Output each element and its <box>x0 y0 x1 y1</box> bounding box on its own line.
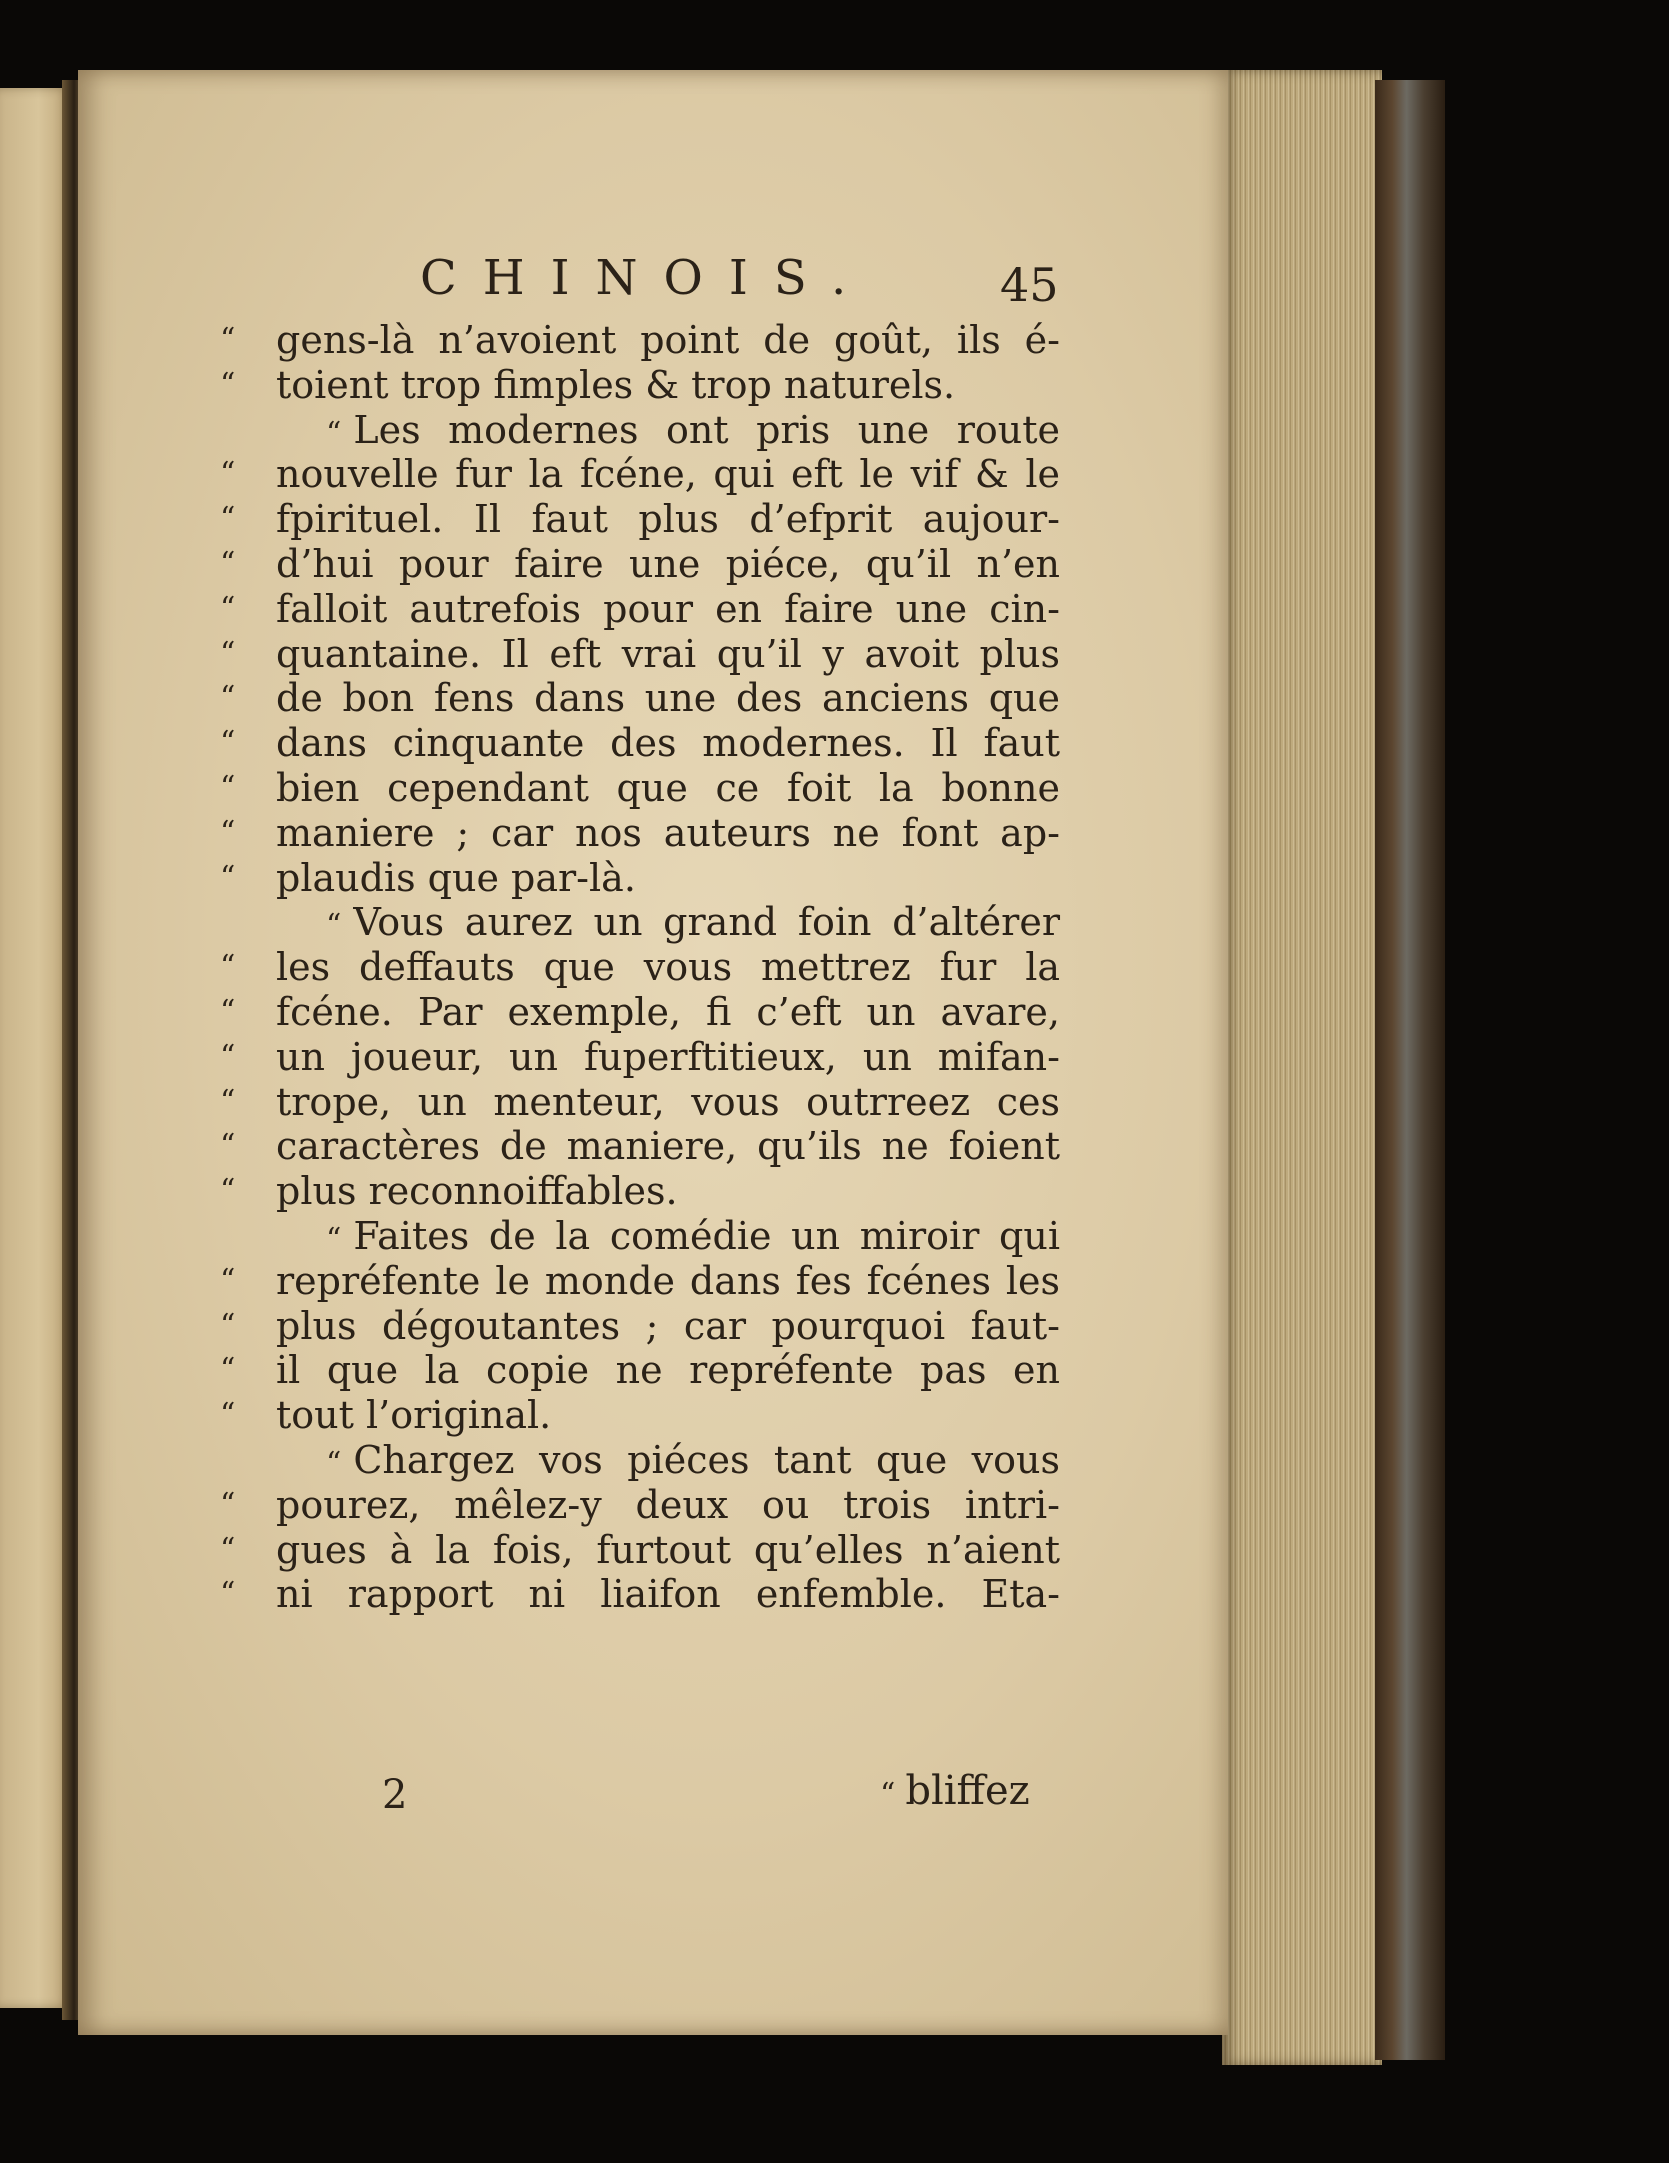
text-line <box>220 1348 1060 1393</box>
page-edges <box>1222 70 1382 2065</box>
text-line <box>220 1080 1060 1125</box>
quote-mark: “ <box>220 814 236 850</box>
line-text: fcéne. Par exemple, fi c’eft un avare, <box>276 989 1060 1034</box>
text-line <box>220 990 1060 1035</box>
quote-mark: “ <box>220 1576 236 1612</box>
line-text: fpirituel. Il faut plus d’efprit aujour- <box>276 497 1060 542</box>
catchword <box>880 1768 1030 1814</box>
text-line <box>220 721 1060 766</box>
quote-mark: “ <box>220 1307 236 1343</box>
line-text: pourez, mêlez-y deux ou trois intri- <box>276 1482 1060 1527</box>
text-line <box>220 1304 1060 1349</box>
paragraph-text: Chargez vos piéces tant que vous <box>353 1437 1060 1482</box>
line-text: il que la copie ne repréfente pas en <box>276 1348 1060 1393</box>
catchword-text: bliffez <box>905 1768 1030 1814</box>
text-line <box>220 542 1060 587</box>
line-text <box>326 1214 1060 1263</box>
paragraph-quote-mark: “ <box>326 908 342 944</box>
quote-mark: “ <box>220 680 236 716</box>
text-line <box>220 1035 1060 1080</box>
quote-mark: “ <box>220 545 236 581</box>
paragraph-text: Faites de la comédie un miroir qui <box>353 1213 1060 1258</box>
catchword-quote-mark: “ <box>880 1777 896 1812</box>
quote-mark: “ <box>220 322 236 357</box>
paragraph-text: Les modernes ont pris une route <box>353 407 1060 452</box>
quote-mark: “ <box>220 456 236 492</box>
line-text: falloit autrefois pour en faire une cin- <box>276 586 1060 631</box>
quote-mark: “ <box>220 859 236 895</box>
quote-mark: “ <box>220 1397 236 1433</box>
line-text: repréfente le monde dans fes fcénes les <box>276 1258 1060 1303</box>
text-line <box>220 1169 1060 1214</box>
page-number: 45 <box>1000 258 1059 312</box>
line-text: quantaine. Il eft vrai qu’il y avoit plus <box>276 631 1060 676</box>
line-text: d’hui pour faire une piéce, qu’il n’en <box>276 541 1060 586</box>
text-line <box>220 318 1060 363</box>
paragraph-quote-mark: “ <box>326 1445 342 1481</box>
text-line <box>220 632 1060 677</box>
line-text: tout l’original. <box>276 1393 552 1438</box>
quote-mark: “ <box>220 769 236 805</box>
quote-mark: “ <box>220 993 236 1029</box>
text-line <box>220 1528 1060 1573</box>
line-text <box>326 1438 1060 1487</box>
line-text: gues à la fois, furtout qu’elles n’aient <box>276 1527 1060 1572</box>
paragraph-quote-mark: “ <box>326 415 342 451</box>
line-text <box>326 408 1060 457</box>
text-line <box>220 811 1060 856</box>
text-line <box>220 587 1060 632</box>
text-line <box>220 766 1060 811</box>
quote-mark: “ <box>220 635 236 671</box>
text-line <box>220 945 1060 990</box>
line-text: de bon fens dans une des anciens que <box>276 676 1060 721</box>
line-text: maniere ; car nos auteurs ne font ap- <box>276 810 1060 855</box>
line-text: ni rapport ni liaifon enfemble. Eta- <box>276 1572 1060 1617</box>
quote-mark: “ <box>220 1531 236 1567</box>
line-text: toient trop fimples & trop naturels. <box>276 362 956 407</box>
text-line <box>220 1438 1060 1483</box>
quote-mark: “ <box>220 1083 236 1119</box>
paragraph-text: Vous aurez un grand foin d’altérer <box>353 900 1060 945</box>
quote-mark: “ <box>220 1128 236 1164</box>
paragraph-quote-mark: “ <box>326 1221 342 1257</box>
quote-mark: “ <box>220 1486 236 1522</box>
body-text <box>220 318 1060 1617</box>
line-text: plaudis que par-là. <box>276 855 636 900</box>
quote-mark: “ <box>220 1173 236 1209</box>
quote-mark: “ <box>220 590 236 626</box>
quote-mark: “ <box>220 1262 236 1298</box>
text-line <box>220 1259 1060 1304</box>
text-line <box>220 1572 1060 1617</box>
text-line <box>220 900 1060 945</box>
text-line <box>220 497 1060 542</box>
quote-mark: “ <box>220 366 236 402</box>
line-text: caractères de maniere, qu’ils ne foient <box>276 1124 1060 1169</box>
quote-mark: “ <box>220 949 236 985</box>
text-line <box>220 676 1060 721</box>
text-line <box>220 363 1060 408</box>
line-text: trope, un menteur, vous outrreez ces <box>276 1079 1060 1124</box>
line-text: nouvelle fur la fcéne, qui eft le vif & le <box>276 452 1060 497</box>
line-text: gens-là n’avoient point de goût, ils é- <box>276 318 1060 362</box>
running-head: CHINOIS. <box>420 250 873 306</box>
line-text: plus dégoutantes ; car pourquoi faut- <box>276 1303 1060 1348</box>
line-text: les deffauts que vous mettrez fur la <box>276 945 1060 990</box>
line-text: bien cependant que ce foit la bonne <box>276 765 1060 810</box>
text-line <box>220 856 1060 901</box>
signature-mark: 2 <box>382 1772 408 1818</box>
text-line <box>220 1483 1060 1528</box>
text-line <box>220 1393 1060 1438</box>
line-text: plus reconnoiffables. <box>276 1169 678 1214</box>
quote-mark: “ <box>220 1352 236 1388</box>
left-facing-page <box>0 88 70 2008</box>
text-line <box>220 1214 1060 1259</box>
quote-mark: “ <box>220 501 236 537</box>
quote-mark: “ <box>220 1038 236 1074</box>
line-text: dans cinquante des modernes. Il faut <box>276 721 1060 766</box>
text-line <box>220 408 1060 453</box>
line-text <box>326 900 1060 949</box>
quote-mark: “ <box>220 725 236 761</box>
line-text: un joueur, un fuperftitieux, un mifan- <box>276 1034 1060 1079</box>
leather-binding <box>1375 80 1445 2060</box>
text-line <box>220 452 1060 497</box>
text-line <box>220 1124 1060 1169</box>
